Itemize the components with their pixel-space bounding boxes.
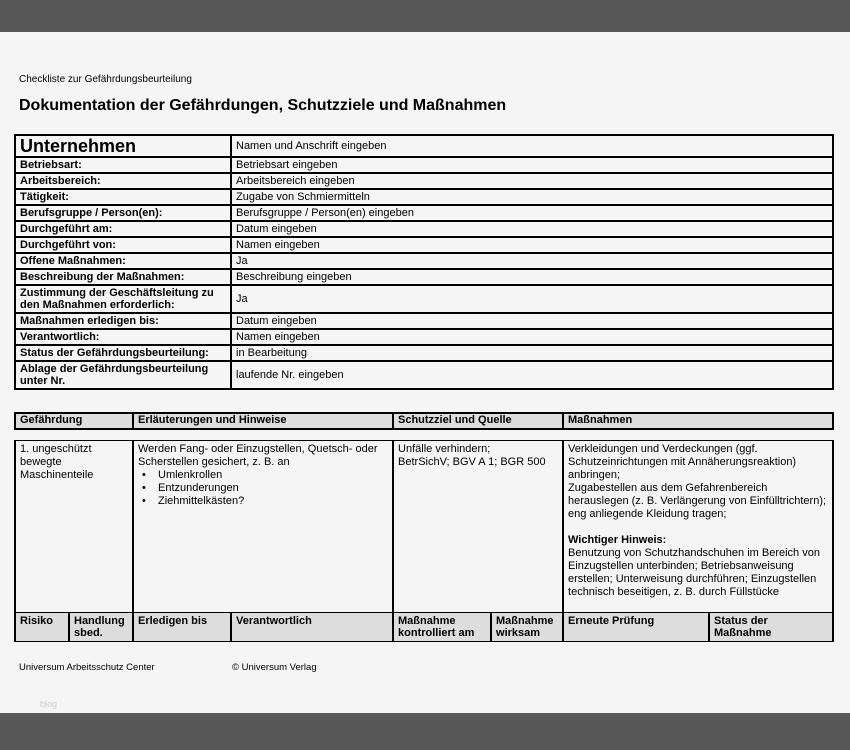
table-row xyxy=(15,221,833,237)
bottom-bar xyxy=(0,713,850,750)
footer-column-header: Risiko xyxy=(15,613,69,642)
table-row xyxy=(15,441,833,613)
explanation-cell xyxy=(133,441,393,613)
field-value[interactable]: Ja xyxy=(231,253,833,269)
field-value[interactable]: Arbeitsbereich eingeben xyxy=(231,173,833,189)
field-label: Verantwortlich: xyxy=(15,329,231,345)
header-goal: Schutzziel und Quelle xyxy=(393,413,563,429)
measures-text-2: Zugabestellen aus dem Gefahrenbereich herauslegen (z. B. Verlängerung von Einfülltrichtern); eng anliegende Kleidung tragen; xyxy=(568,482,827,520)
note-title: Wichtiger Hinweis: xyxy=(568,534,667,546)
field-label: Status der Gefährdungsbeurteilung: xyxy=(15,345,231,361)
header-measures: Maßnahmen xyxy=(563,413,833,429)
field-label: Ablage der Gefährdungsbeurteilung unter Nr. xyxy=(15,361,231,389)
hazard-entry-table xyxy=(14,440,834,642)
field-value[interactable]: Betriebsart eingeben xyxy=(231,157,833,173)
table-row xyxy=(15,237,833,253)
table-row xyxy=(15,313,833,329)
footer-column-header: Maßnahme kontrolliert am xyxy=(393,613,491,642)
footer-column-header: Handlung sbed. xyxy=(69,613,133,642)
table-row xyxy=(15,329,833,345)
table-row xyxy=(15,285,833,313)
header-explanation: Erläuterungen und Hinweise xyxy=(133,413,393,429)
field-value[interactable]: Namen eingeben xyxy=(231,237,833,253)
hazard-header-table xyxy=(14,412,834,430)
table-row xyxy=(15,269,833,285)
footer-column-header: Erledigen bis xyxy=(133,613,231,642)
company-info-table xyxy=(14,134,834,390)
field-label: Arbeitsbereich: xyxy=(15,173,231,189)
field-label: Betriebsart: xyxy=(15,157,231,173)
field-label: Offene Maßnahmen: xyxy=(15,253,231,269)
table-row xyxy=(15,345,833,361)
table-row xyxy=(15,189,833,205)
list-item: • Ziehmittelkästen? xyxy=(138,495,388,508)
goal-text: Unfälle verhindern; xyxy=(398,443,491,455)
company-label: Unternehmen xyxy=(15,135,231,157)
field-label: Durchgeführt am: xyxy=(15,221,231,237)
table-row xyxy=(15,253,833,269)
table-row xyxy=(15,613,833,642)
goal-source: BetrSichV; BGV A 1; BGR 500 xyxy=(398,456,546,468)
field-label: Durchgeführt von: xyxy=(15,237,231,253)
field-value[interactable]: in Bearbeitung xyxy=(231,345,833,361)
table-row xyxy=(15,173,833,189)
measures-cell xyxy=(563,441,833,613)
document-subtitle: Checkliste zur Gefährdungsbeurteilung xyxy=(19,74,192,85)
note-text: Benutzung von Schutzhandschuhen im Bereich von Einzugstellen unterbinden; Betriebsanweisung erstellen; Unterweisung durchführen; Einzugstellen technisch beseitigen, z. B. durch Füllstücke xyxy=(568,547,820,598)
field-value[interactable]: Datum eingeben xyxy=(231,221,833,237)
goal-cell xyxy=(393,441,563,613)
footer-left: Universum Arbeitsschutz Center xyxy=(19,662,155,673)
table-row xyxy=(15,157,833,173)
footer-column-header: Erneute Prüfung xyxy=(563,613,709,642)
company-value[interactable]: Namen und Anschrift eingeben xyxy=(231,135,833,157)
field-value[interactable]: Namen eingeben xyxy=(231,329,833,345)
explanation-text: Werden Fang- oder Einzugstellen, Quetsch- oder Scherstellen gesichert, z. B. an xyxy=(138,443,378,468)
field-label: Beschreibung der Maßnahmen: xyxy=(15,269,231,285)
document-title: Dokumentation der Gefährdungen, Schutzziele und Maßnahmen xyxy=(19,97,507,114)
field-label: Maßnahmen erledigen bis: xyxy=(15,313,231,329)
measures-text: Verkleidungen und Verdeckungen (ggf. Schutzeinrichtungen mit Annäherungsreaktion) anbringen; xyxy=(568,443,797,481)
table-row xyxy=(15,205,833,221)
field-label: Zustimmung der Geschäftsleitung zu den Maßnahmen erforderlich: xyxy=(15,285,231,313)
footer-right: © Universum Verlag xyxy=(232,662,317,673)
field-value[interactable]: Berufsgruppe / Person(en) eingeben xyxy=(231,205,833,221)
field-value[interactable]: laufende Nr. eingeben xyxy=(231,361,833,389)
field-value[interactable]: Datum eingeben xyxy=(231,313,833,329)
hazard-cell: 1. ungeschützt bewegte Maschinenteile xyxy=(15,441,133,613)
footer-column-header: Verantwortlich xyxy=(231,613,393,642)
list-item: • Umlenkrollen xyxy=(138,469,388,482)
header-hazard: Gefährdung xyxy=(15,413,133,429)
field-value[interactable]: Ja xyxy=(231,285,833,313)
field-label: Berufsgruppe / Person(en): xyxy=(15,205,231,221)
top-bar xyxy=(0,0,850,32)
list-item: • Entzunderungen xyxy=(138,482,388,495)
field-value[interactable]: Beschreibung eingeben xyxy=(231,269,833,285)
table-row xyxy=(15,361,833,389)
field-value[interactable]: Zugabe von Schmiermitteln xyxy=(231,189,833,205)
footer-column-header: Maßnahme wirksam xyxy=(491,613,563,642)
explanation-list xyxy=(138,469,388,508)
footer-column-header: Status der Maßnahme xyxy=(709,613,833,642)
watermark: blog xyxy=(40,699,58,709)
field-label: Tätigkeit: xyxy=(15,189,231,205)
